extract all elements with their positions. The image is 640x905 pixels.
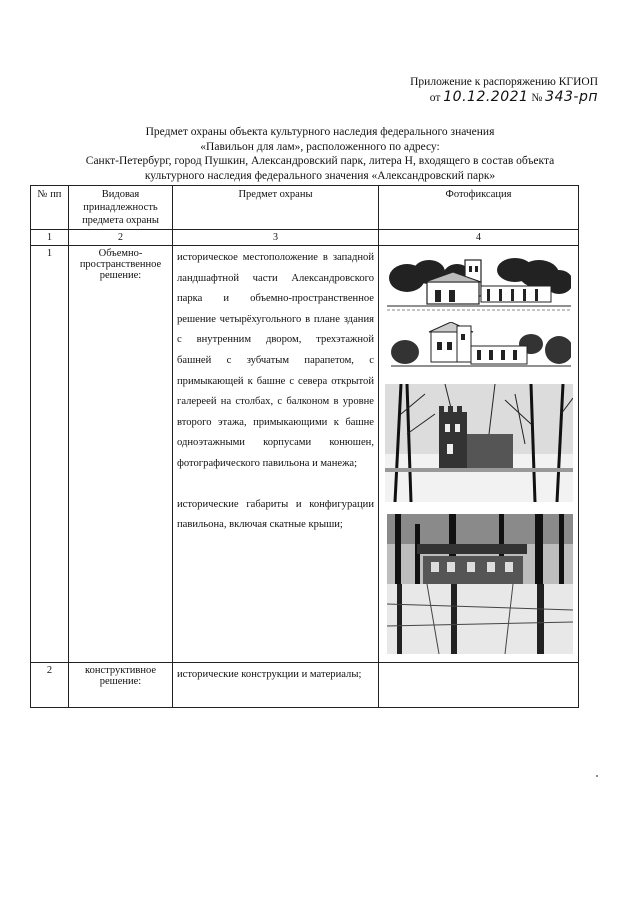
photo-tower-winter [385,384,573,502]
header-number: № пп [31,186,69,230]
header-photo: Фотофиксация [379,186,579,230]
row-type: конструктивное решение: [69,663,173,708]
row-number: 2 [31,663,69,708]
column-number: 3 [173,230,379,246]
table-row [31,246,579,663]
row-subject [173,246,379,663]
header-row [31,186,579,230]
title-line-3: Санкт-Петербург, город Пушкин, Александровский парк, литера Н, входящего в состав объекта [85,155,555,167]
title-line-1: Предмет охраны объекта культурного наследия федерального значения [145,126,495,138]
order-number: 343-рп [545,89,598,105]
row-type: Объемно-пространственное решение: [69,246,173,663]
header-subject: Предмет охраны [173,186,379,230]
column-number: 1 [31,230,69,246]
photo-cell [379,663,579,708]
drawing-view-2 [391,322,571,376]
subject-text: исторические конструкции и материалы; [177,669,362,680]
title-line-4: культурного наследия федерального значения «Александровский парк» [144,169,496,182]
appendix-line: Приложение к распоряжению КГИОП [410,76,598,88]
scan-speck [596,775,598,777]
photo-cell [379,246,579,663]
date-prefix: от [429,92,441,104]
number-prefix: № [531,92,543,104]
appendix-header [410,75,598,106]
subject-text: историческое местоположение в западной ландшафтной части Александровского парка и объемно-пространственное решение четырёхугольного в плане здания с внутренним двором, трехэтажной башней с зубчатым парапетом, с примыкающей к башне с севера открытой галереей на столбах, с балконом в уровне второго этажа, примыкающими к башне одноэтажными корпусами конюшен, фотографического павильона и манежа; [177,252,374,469]
column-number: 4 [379,230,579,246]
appendix-date-line [410,90,598,106]
column-number: 2 [69,230,173,246]
order-date: 10.12.2021 [443,89,529,105]
table-row [31,663,579,708]
row-subject [173,663,379,708]
photo-pavilion-trees [387,514,573,654]
column-number-row [31,230,579,246]
subject-text: исторические габариты и конфигурации павильона, включая скатные крыши; [177,498,374,531]
drawing-view-1 [387,256,571,316]
row-number: 1 [31,246,69,663]
protection-table [30,185,579,708]
header-type: Видовая принадлежность предмета охраны [69,186,173,230]
title-line-2: «Павильон для лам», расположенного по адресу: [200,140,440,153]
document-title [40,125,600,183]
